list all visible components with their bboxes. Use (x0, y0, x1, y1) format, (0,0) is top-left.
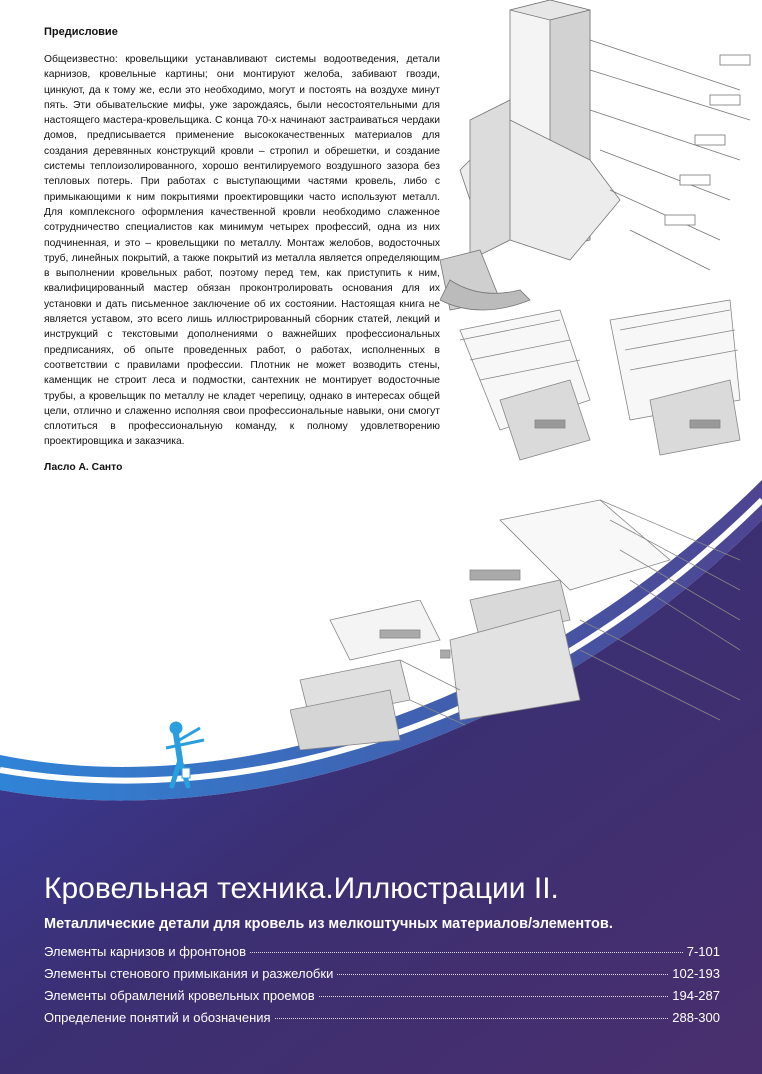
toc-item-label: Элементы обрамлений кровельных проемов (44, 988, 315, 1003)
toc-leader (319, 996, 669, 997)
toc-item-label: Элементы карнизов и фронтонов (44, 944, 246, 959)
toc-leader (275, 1018, 669, 1019)
toc-item (44, 1010, 720, 1032)
roof-eave-illustration (440, 500, 740, 720)
toc-item-pages: 102-193 (672, 966, 720, 981)
toc-item-pages: 194-287 (672, 988, 720, 1003)
toc-item (44, 988, 720, 1010)
toc-leader (337, 974, 668, 975)
toc-item-pages: 288-300 (672, 1010, 720, 1025)
toc-item (44, 966, 720, 988)
preface-author: Ласло А. Санто (44, 461, 123, 473)
toc-item-pages: 7-101 (686, 944, 720, 959)
book-subtitle: Металлические детали для кровель из мелкоштучных материалов/элементов. (44, 916, 613, 932)
roof-valley-illustration (460, 300, 740, 460)
preface-heading: Предисловие (44, 26, 118, 38)
toc-item-label: Элементы стенового примыкания и разжелобки (44, 966, 334, 981)
preface (44, 26, 440, 473)
book-title: Кровельная техника.Иллюстрации II. (44, 872, 559, 905)
roofer-figure-icon (160, 718, 206, 790)
roof-chimney-illustration (440, 0, 750, 310)
roof-illustrations (440, 0, 762, 760)
toc-item (44, 944, 720, 966)
roof-eave-detail-illustration (290, 600, 470, 750)
preface-body: Общеизвестно: кровельщики устанавливают системы водоотведения, детали карнизов, кровельные картины; они монтируют желоба, забивают гвозди, цинкуют, да к тому же, если это необходимо, могут и постоять на воздухе минут пять. Эти обывательские мифы, уже зарождаясь, были несостоятельными для настоящего мастера-кровельщика. С конца 70-х начинают застраиваться чердаки домов, предписывается применение высококачественных материалов для создания деревянных конструкций кровли – стропил и обрешетки, и создание системы теплоизолированного, хорошо вентилируемого воздушного зазора без тепловых потерь. При работах с выступающими частями кровель, либо с примыкающими к ним покрытиями проектировщики часто используют металл. Для комплексного оформления качественной кровли необходимо слаженное сотрудничество специалистов как минимум четырех профессий, одна из них подчиненная, и это – кровельщики по металлу. Монтаж желобов, водосточных труб, линейных покрытий, а также покрытий из металла является определяющим в выполнении кровельных работ, поэтому перед тем, как приступить к ним, квалифицированный мастер обязан проконтролировать основания для их установки и дать письменное заключение об их состоянии. Настоящая книга не является уставом, это всего лишь иллюстрированный сборник статей, лекций и инструкций с текстовыми дополнениями о важнейших профессиональных предписаниях, об опыте проведенных работ, о работах, исполненных в соответствии с правилами профессии. Плотник не может возводить стены, каменщик не строит леса и подмостки, сантехник не монтирует водосточные трубы, а кровельщик по металлу не кладет черепицу, однако в интересах общей цели, отлично и слаженно исполняя свои профессиональные навыки, они смогут сплотиться в профессиональную команду, к полному удовлетворению проектировщика и заказчика. (44, 54, 440, 448)
toc-item-label: Определение понятий и обозначения (44, 1010, 271, 1025)
toc-leader (250, 952, 683, 953)
table-of-contents (44, 944, 720, 1032)
